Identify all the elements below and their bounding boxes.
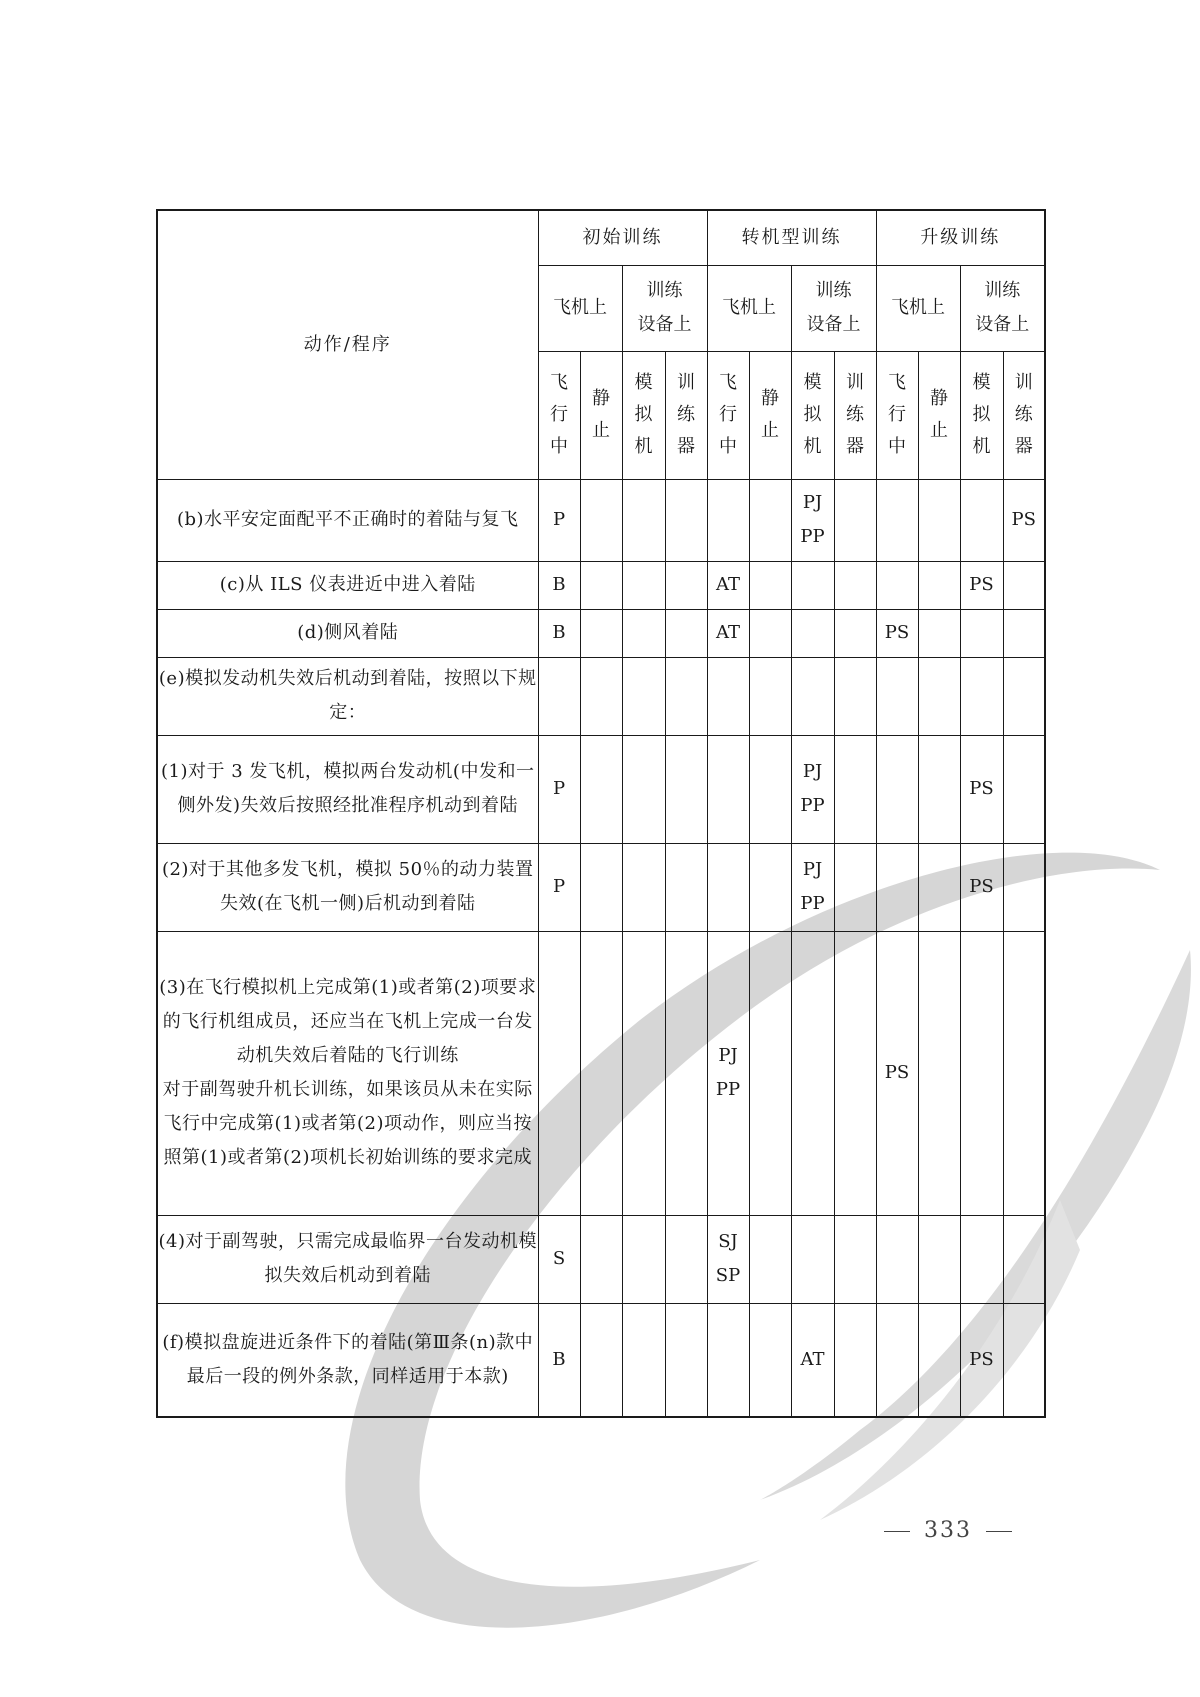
value-cell xyxy=(665,479,707,561)
value-cell xyxy=(665,657,707,735)
value-cell xyxy=(749,1303,791,1417)
value-cell xyxy=(918,657,960,735)
value-cell xyxy=(707,1303,749,1417)
value-cell xyxy=(960,609,1003,657)
value-cell xyxy=(580,561,622,609)
value-cell xyxy=(876,561,918,609)
value-cell xyxy=(622,1303,665,1417)
value-cell xyxy=(622,561,665,609)
value-cell xyxy=(791,1215,834,1303)
value-cell xyxy=(665,1303,707,1417)
value-cell xyxy=(707,843,749,931)
value-cell xyxy=(960,931,1003,1215)
action-cell: (b)水平安定面配平不正确时的着陆与复飞 xyxy=(157,479,538,561)
value-cell xyxy=(538,657,580,735)
table-row xyxy=(157,1303,1045,1417)
value-cell xyxy=(1003,609,1045,657)
value-cell: PJ PP xyxy=(707,931,749,1215)
value-cell xyxy=(834,609,876,657)
value-cell xyxy=(749,1215,791,1303)
value-cell xyxy=(707,479,749,561)
value-cell xyxy=(580,609,622,657)
column-header-cell: 训练器 xyxy=(834,351,876,479)
value-cell xyxy=(580,657,622,735)
column-header-cell: 飞行中 xyxy=(876,351,918,479)
value-cell xyxy=(707,735,749,843)
value-cell: PS xyxy=(1003,479,1045,561)
value-cell xyxy=(918,479,960,561)
value-cell xyxy=(918,1303,960,1417)
value-cell xyxy=(1003,1215,1045,1303)
value-cell xyxy=(749,561,791,609)
column-header-cell: 静止 xyxy=(749,351,791,479)
value-cell xyxy=(665,1215,707,1303)
value-cell xyxy=(580,843,622,931)
sub-header-device: 训练 设备上 xyxy=(960,265,1045,351)
value-cell: PS xyxy=(960,843,1003,931)
column-header-cell: 训练器 xyxy=(1003,351,1045,479)
value-cell: PS xyxy=(960,735,1003,843)
table-row xyxy=(157,931,1045,1215)
value-cell xyxy=(918,1215,960,1303)
table-row xyxy=(157,735,1045,843)
action-cell: (d)侧风着陆 xyxy=(157,609,538,657)
value-cell xyxy=(1003,931,1045,1215)
value-cell xyxy=(918,931,960,1215)
value-cell xyxy=(749,735,791,843)
value-cell xyxy=(960,1215,1003,1303)
sub-header-airplane: 飞机上 xyxy=(538,265,622,351)
dash-right xyxy=(986,1531,1012,1532)
value-cell: P xyxy=(538,843,580,931)
value-cell xyxy=(876,843,918,931)
value-cell xyxy=(622,657,665,735)
table-row xyxy=(157,1215,1045,1303)
sub-header-device: 训练 设备上 xyxy=(791,265,876,351)
value-cell: P xyxy=(538,735,580,843)
action-header: 动作/程序 xyxy=(157,210,538,479)
value-cell xyxy=(749,609,791,657)
value-cell xyxy=(1003,843,1045,931)
value-cell xyxy=(918,609,960,657)
column-header-cell: 训练器 xyxy=(665,351,707,479)
value-cell xyxy=(918,735,960,843)
value-cell xyxy=(580,1303,622,1417)
table-row xyxy=(157,609,1045,657)
column-header-cell: 飞行中 xyxy=(707,351,749,479)
column-header-cell: 飞行中 xyxy=(538,351,580,479)
value-cell xyxy=(622,479,665,561)
value-cell xyxy=(960,479,1003,561)
value-cell xyxy=(1003,561,1045,609)
table-row xyxy=(157,843,1045,931)
value-cell xyxy=(876,735,918,843)
column-header-cell: 模拟机 xyxy=(960,351,1003,479)
value-cell: B xyxy=(538,1303,580,1417)
value-cell: PS xyxy=(960,1303,1003,1417)
table-row xyxy=(157,479,1045,561)
training-table xyxy=(156,209,1046,1418)
value-cell xyxy=(1003,1303,1045,1417)
value-cell xyxy=(876,657,918,735)
value-cell xyxy=(580,931,622,1215)
group-header-initial: 初始训练 xyxy=(538,210,707,265)
value-cell xyxy=(707,657,749,735)
action-cell: (1)对于 3 发飞机，模拟两台发动机(中发和一侧外发)失效后按照经批准程序机动到着陆 xyxy=(157,735,538,843)
value-cell xyxy=(834,735,876,843)
action-cell: (4)对于副驾驶，只需完成最临界一台发动机模拟失效后机动到着陆 xyxy=(157,1215,538,1303)
value-cell: PS xyxy=(876,931,918,1215)
value-cell: B xyxy=(538,609,580,657)
value-cell xyxy=(665,609,707,657)
value-cell xyxy=(580,735,622,843)
action-cell: (f)模拟盘旋进近条件下的着陆(第Ⅲ条(n)款中最后一段的例外条款，同样适用于本款) xyxy=(157,1303,538,1417)
value-cell xyxy=(834,657,876,735)
group-header-upgrade: 升级训练 xyxy=(876,210,1045,265)
sub-header-airplane: 飞机上 xyxy=(876,265,960,351)
sub-header-airplane: 飞机上 xyxy=(707,265,791,351)
value-cell xyxy=(1003,735,1045,843)
value-cell xyxy=(749,931,791,1215)
action-cell: (c)从 ILS 仪表进近中进入着陆 xyxy=(157,561,538,609)
value-cell xyxy=(834,479,876,561)
table-row xyxy=(157,561,1045,609)
value-cell: S xyxy=(538,1215,580,1303)
value-cell xyxy=(918,843,960,931)
value-cell xyxy=(834,561,876,609)
value-cell xyxy=(622,609,665,657)
value-cell xyxy=(960,657,1003,735)
value-cell: PJ PP xyxy=(791,735,834,843)
value-cell: SJ SP xyxy=(707,1215,749,1303)
value-cell xyxy=(876,479,918,561)
value-cell: AT xyxy=(707,609,749,657)
value-cell xyxy=(876,1303,918,1417)
value-cell xyxy=(538,931,580,1215)
value-cell xyxy=(622,1215,665,1303)
value-cell xyxy=(876,1215,918,1303)
value-cell xyxy=(622,843,665,931)
value-cell xyxy=(791,931,834,1215)
page-number: 333 xyxy=(870,1518,1026,1543)
value-cell: PJ PP xyxy=(791,479,834,561)
value-cell xyxy=(1003,657,1045,735)
dash-left xyxy=(884,1531,910,1532)
value-cell xyxy=(665,931,707,1215)
group-header-transition: 转机型训练 xyxy=(707,210,876,265)
sub-header-device: 训练 设备上 xyxy=(622,265,707,351)
value-cell xyxy=(580,1215,622,1303)
column-header-cell: 模拟机 xyxy=(791,351,834,479)
value-cell: PS xyxy=(960,561,1003,609)
value-cell xyxy=(622,735,665,843)
value-cell xyxy=(622,931,665,1215)
value-cell xyxy=(749,657,791,735)
column-header-cell: 静止 xyxy=(580,351,622,479)
value-cell xyxy=(665,735,707,843)
value-cell xyxy=(834,1215,876,1303)
value-cell xyxy=(665,843,707,931)
action-cell: (2)对于其他多发飞机，模拟 50％的动力装置失效(在飞机一侧)后机动到着陆 xyxy=(157,843,538,931)
value-cell xyxy=(834,1303,876,1417)
column-header-cell: 模拟机 xyxy=(622,351,665,479)
action-cell: (3)在飞行模拟机上完成第(1)或者第(2)项要求的飞行机组成员，还应当在飞机上完成一台发动机失效后着陆的飞行训练 对于副驾驶升机长训练，如果该员从未在实际飞行中完成第(1)或者第(2)项动作，则应当按照第(1)或者第(2)项机长初始训练的要求完成 xyxy=(157,931,538,1215)
value-cell xyxy=(749,479,791,561)
value-cell: P xyxy=(538,479,580,561)
value-cell: PJ PP xyxy=(791,843,834,931)
value-cell: AT xyxy=(791,1303,834,1417)
value-cell xyxy=(791,657,834,735)
value-cell xyxy=(665,561,707,609)
value-cell xyxy=(918,561,960,609)
value-cell xyxy=(580,479,622,561)
action-cell: (e)模拟发动机失效后机动到着陆，按照以下规定： xyxy=(157,657,538,735)
value-cell xyxy=(791,561,834,609)
value-cell xyxy=(834,931,876,1215)
value-cell xyxy=(791,609,834,657)
column-header-cell: 静止 xyxy=(918,351,960,479)
value-cell: AT xyxy=(707,561,749,609)
table-row xyxy=(157,657,1045,735)
value-cell xyxy=(749,843,791,931)
value-cell: PS xyxy=(876,609,918,657)
value-cell xyxy=(834,843,876,931)
value-cell: B xyxy=(538,561,580,609)
